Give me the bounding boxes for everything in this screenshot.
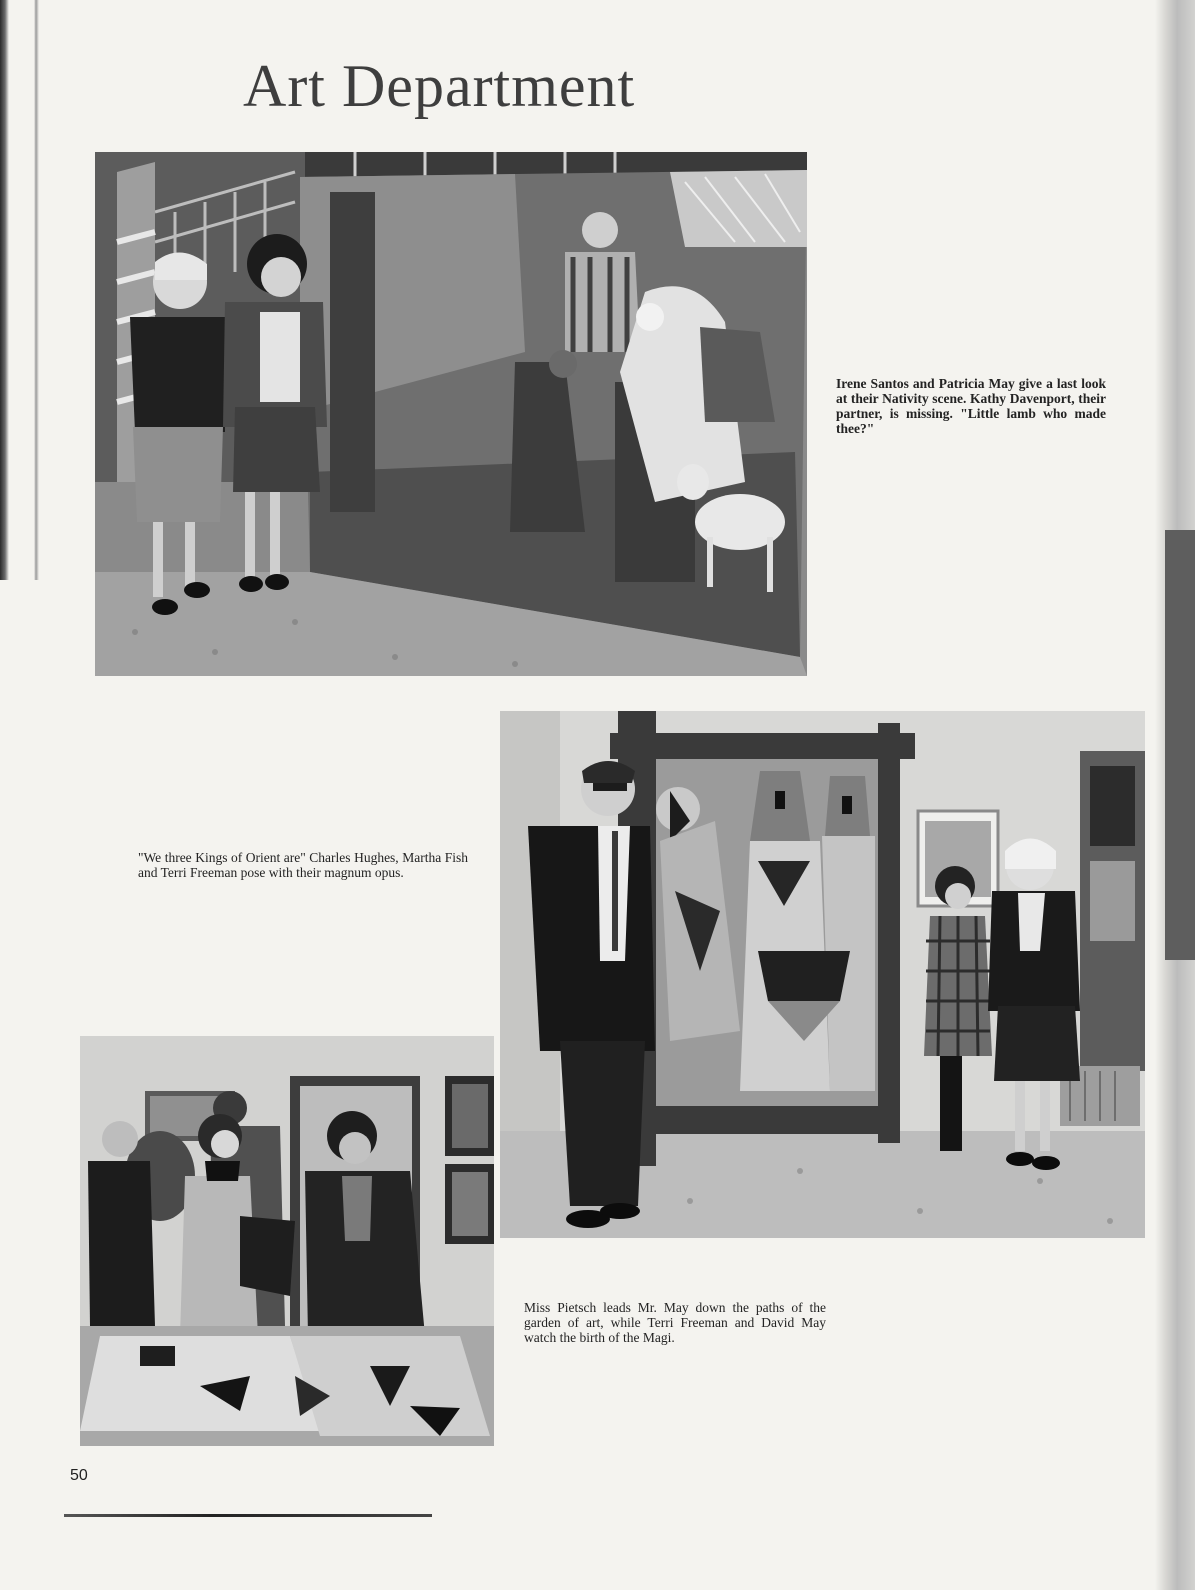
photo-three-kings bbox=[500, 711, 1145, 1238]
photo-garden-of-art bbox=[80, 1036, 494, 1446]
next-page-edge bbox=[1165, 530, 1195, 960]
caption-garden-of-art: Miss Pietsch leads Mr. May down the paths of the garden of art, while Terri Freeman and David May watch the birth of the Magi. bbox=[524, 1300, 826, 1346]
page-binding-edge bbox=[0, 0, 40, 580]
photo-nativity-scene bbox=[95, 152, 807, 676]
caption-nativity-scene: Irene Santos and Patricia May give a last look at their Nativity scene. Kathy Davenport, their partner, is missing. "Little lamb who made thee?" bbox=[836, 376, 1106, 437]
page-title: Art Department bbox=[243, 53, 636, 119]
page-number: 50 bbox=[70, 1467, 88, 1484]
footer-rule bbox=[64, 1514, 432, 1517]
caption-three-kings: "We three Kings of Orient are" Charles Hughes, Martha Fish and Terri Freeman pose with their magnum opus. bbox=[138, 850, 468, 881]
